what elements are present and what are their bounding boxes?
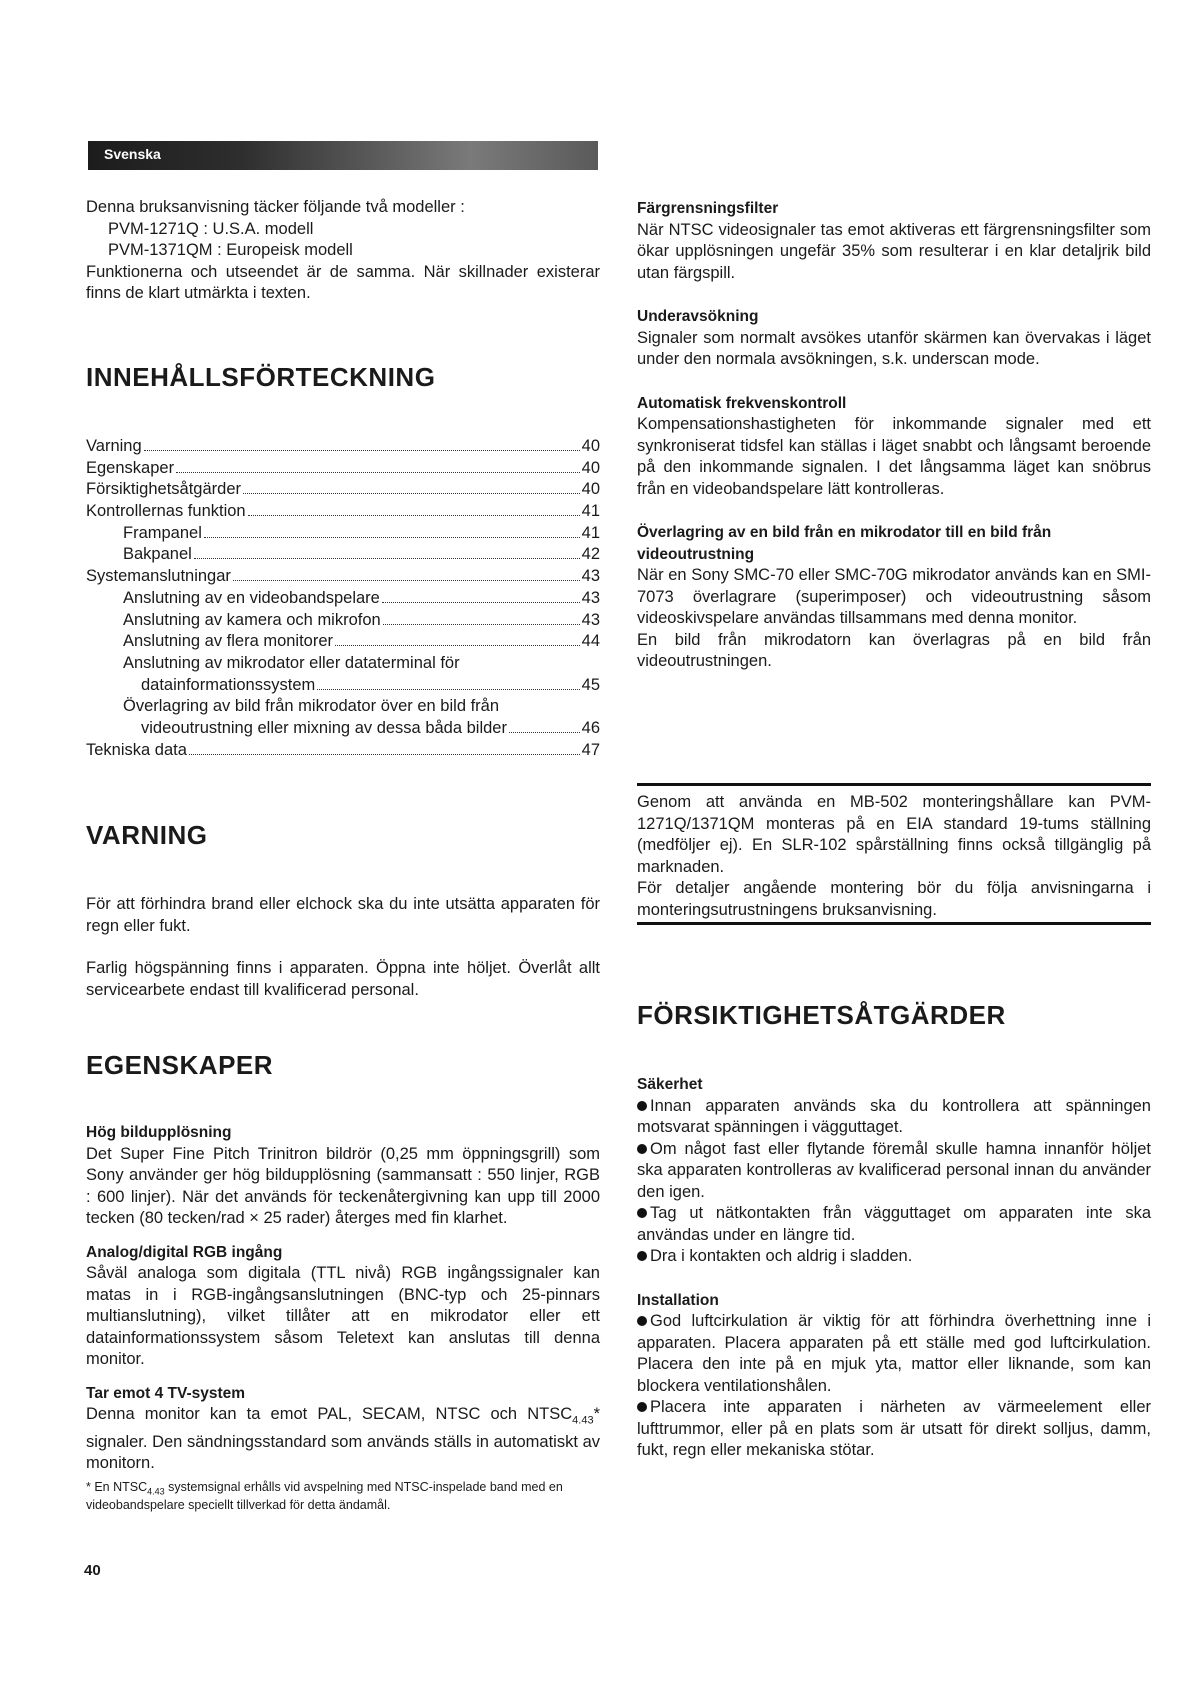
installation-item: Placera inte apparaten i närheten av värmeelement eller lufttrummor, eller på en plats som är utsatt för direkt solljus, damm, fukt, regn eller mekaniska stötar. [637, 1398, 1151, 1459]
intro-note: Funktionerna och utseendet är de samma. När skillnader existerar finns de klart utmärkta i texten. [86, 262, 600, 302]
toc-item-cont[interactable]: datainformationssystem 45 [141, 675, 600, 694]
underscan-text: Signaler som normalt avsökes utanför skärmen kan övervakas i läget under den normala avsökningen, s.k. underscan mode. [637, 328, 1151, 368]
afc-text: Kompensationshastigheten för inkommande signaler med ett synkroniserat tidsfel kan ställas i läget snabbt och långsamt beroende på den inkommande signalen. I det långsamma läget kan snöbrus från en videobandspelare lätt kontrolleras. [637, 415, 1151, 498]
superimpose-title: Överlagring av en bild från en mikrodator till en bild från videoutrustning [637, 524, 1052, 563]
toc-title: INNEHÅLLSFÖRTECKNING [86, 362, 436, 392]
bullet-icon [637, 1402, 647, 1412]
safety-item: Om något fast eller flytande föremål skulle hamna innanför höljet ska apparaten kontrolleras av kvalificerad personal innan du använder den igen. [637, 1139, 1151, 1201]
toc-item[interactable]: Överlagring av bild från mikrodator över en bild från [123, 697, 500, 716]
toc-item[interactable]: Anslutning av kamera och mikrofon 43 [123, 610, 600, 629]
bullet-icon [637, 1316, 647, 1326]
toc-item-cont[interactable]: videoutrustning eller mixning av dessa båda bilder 46 [141, 718, 600, 737]
intro-line: Denna bruksanvisning täcker följande två modeller : [86, 198, 465, 216]
toc-item[interactable]: Bakpanel 42 [123, 545, 600, 564]
bullet-icon [637, 1144, 647, 1154]
warning-text-2: Farlig högspänning finns i apparaten. Öppna inte höljet. Överlåt allt servicearbete endast till kvalificerad personal. [86, 959, 600, 999]
feature-2-title: Analog/digital RGB ingång [86, 1243, 283, 1261]
precautions-section [637, 1074, 1151, 1462]
features-section [86, 1122, 600, 1512]
mounting-text-2: För detaljer angående montering bör du följa anvisningarna i monteringsutrustningens bruksanvisning. [637, 879, 1151, 919]
bullet-icon [637, 1101, 647, 1111]
comb-filter-text: När NTSC videosignaler tas emot aktiveras ett färgrensningsfilter som ökar upplösningen ungefär 35% som resulterar i en klar detaljrik bild utan färgspill. [637, 220, 1151, 282]
feature-1-text: Det Super Fine Pitch Trinitron bildrör (0,25 mm öppningsgrill) som Sony använder ger hög bildupplösning (sammansatt : 550 linjer, RGB : 600 linjer). När det används för teckenåtergivning kan upp till 2000 tecken (80 tecken/rad × 25 rader) återges med fin klarhet. [86, 1144, 600, 1227]
bullet-icon [637, 1208, 647, 1218]
safety-item: Innan apparaten används ska du kontrollera att spänningen motsvarat spänningen i vägguttaget. [637, 1096, 1151, 1136]
safety-item: Tag ut nätkontakten från vägguttaget om apparaten inte ska användas under en längre tid. [637, 1204, 1151, 1244]
table-of-contents [86, 436, 600, 761]
precautions-title: FÖRSIKTIGHETSÅTGÄRDER [637, 1000, 1006, 1030]
toc-item[interactable]: Systemanslutningar 43 [86, 567, 600, 586]
toc-item[interactable]: Anslutning av en videobandspelare 43 [123, 588, 600, 607]
toc-item[interactable]: Anslutning av mikrodator eller dataterminal för [123, 653, 460, 672]
toc-item[interactable]: Tekniska data 47 [86, 740, 600, 759]
comb-filter-title: Färgrensningsfilter [637, 200, 779, 217]
safety-item: Dra i kontakten och aldrig i sladden. [637, 1246, 1151, 1268]
model-europe: PVM-1371QM : Europeisk modell [108, 241, 353, 259]
footnote: * En $NTSC_{4.43}$ systemsignal erhålls vid avspelning med NTSC-inspelade band med en videobandspelare speciellt tillverkad för detta ändamål. [86, 1479, 563, 1513]
model-usa: PVM-1271Q : U.S.A. modell [108, 219, 314, 238]
toc-item[interactable]: Anslutning av flera monitorer 44 [123, 632, 600, 651]
feature-2-text: Såväl analoga som digitala (TTL nivå) RGB ingångssignaler kan matas in i RGB-ingångsanslutningen (BNC-typ och 25-pinnars multianslutning), vilket tillåter att en mikrodator eller ett datainformationssystem såsom Teletext kan anslutas till denna monitor. [86, 1264, 600, 1368]
warning-title: VARNING [86, 820, 208, 850]
page-number: 40 [84, 1562, 101, 1579]
feature-1-title: Hög bildupplösning [86, 1124, 232, 1141]
box-top-rule [637, 783, 1151, 786]
toc-item[interactable]: Kontrollernas funktion 41 [86, 502, 600, 521]
warning-section [86, 894, 600, 1001]
mounting-text-1: Genom att använda en MB-502 monteringshållare kan PVM-1271Q/1371QM monteras på en EIA standard 19-tums ställning (medföljer ej). En SLR-102 spårställning finns också tillgänglig på marknaden. [637, 793, 1151, 876]
bullet-icon [637, 1251, 647, 1261]
features-title: EGENSKAPER [86, 1050, 274, 1080]
toc-item[interactable]: Egenskaper 40 [86, 458, 600, 477]
mounting-note [637, 792, 1151, 921]
toc-item[interactable]: Frampanel 41 [123, 523, 600, 542]
warning-text-1: För att förhindra brand eller elchock ska du inte utsätta apparaten för regn eller fukt. [86, 895, 600, 935]
toc-item[interactable]: Varning 40 [86, 437, 600, 455]
superimpose-text-1: När en Sony SMC-70 eller SMC-70G mikrodator används kan en SMI-7073 överlagrare (superimposer) och videoutrustning såsom videoskivspelare användas tillsammans med denna monitor. [637, 566, 1151, 627]
superimpose-text-2: En bild från mikrodatorn kan överlagras på en bild från videoutrustningen. [637, 630, 1151, 670]
language-label: Svenska [104, 146, 161, 162]
toc-item[interactable]: Försiktighetsåtgärder 40 [86, 480, 600, 499]
afc-title: Automatisk frekvenskontroll [637, 394, 847, 412]
installation-item: God luftcirkulation är viktig för att förhindra överhettning inne i apparaten. Placera apparaten på ett ställe med god luftcirkulation. Placera den inte på en mjuk yta, mattor eller liknande, som kan blockera ventilationshålen. [637, 1312, 1151, 1395]
feature-3-title: Tar emot 4 TV-system [86, 1384, 246, 1402]
installation-title: Installation [637, 1291, 719, 1309]
feature-3-text: Denna monitor kan ta emot PAL, SECAM, NTSC och $NTSC_{4.43}*$ signaler. Den sändningsstandard som används ställs in automatiskt av monitorn. [86, 1405, 600, 1473]
safety-title: Säkerhet [637, 1076, 703, 1093]
box-bottom-rule [637, 922, 1151, 925]
underscan-title: Underavsökning [637, 308, 759, 325]
language-header-bar [88, 141, 598, 170]
right-features [637, 198, 1151, 673]
intro-section [86, 197, 600, 305]
